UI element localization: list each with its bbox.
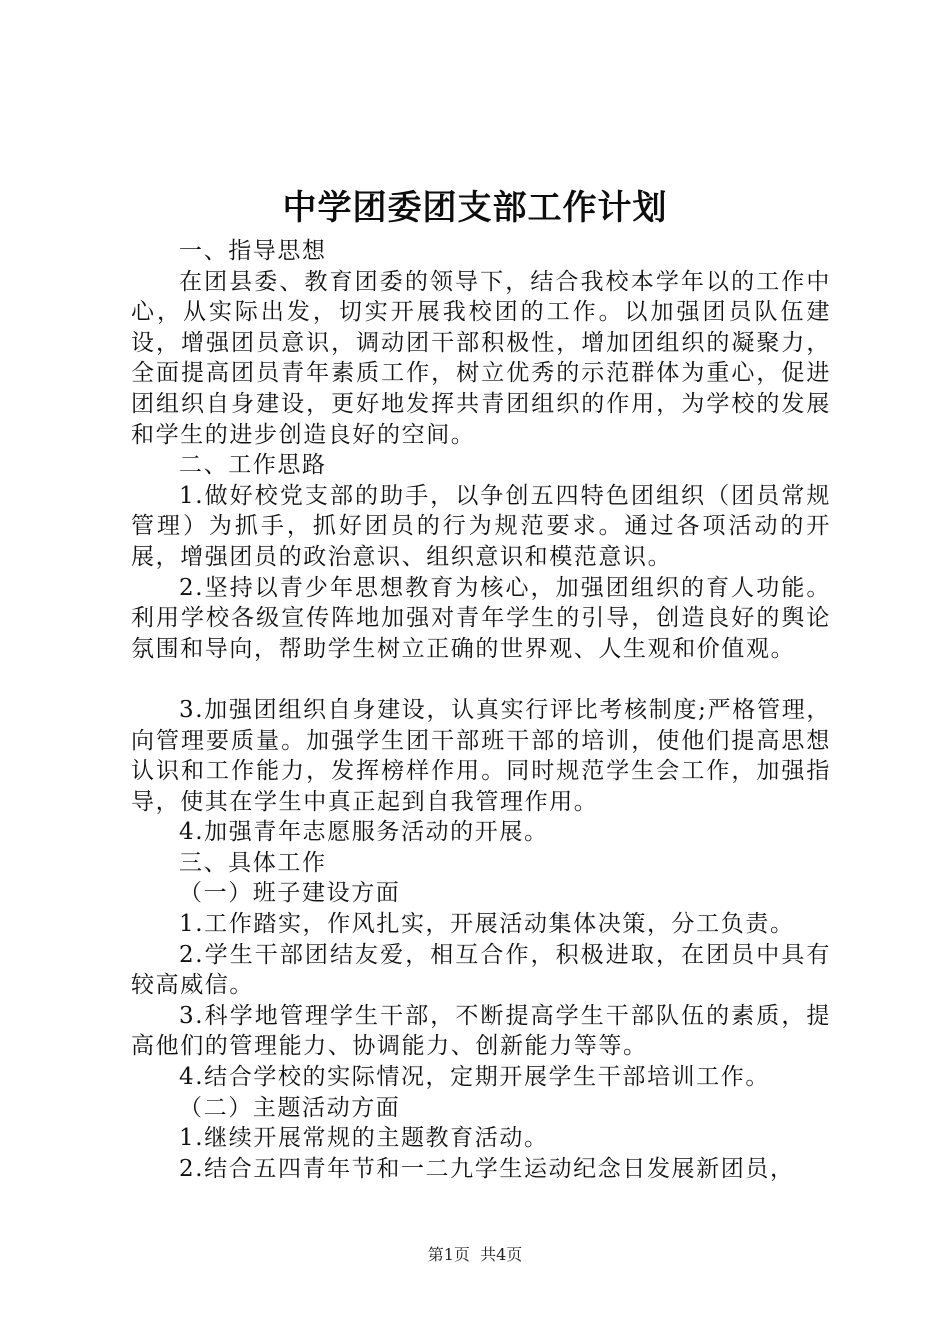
document-title: 中学团委团支部工作计划 — [282, 188, 668, 228]
heading-guiding-ideology: 一、指导思想 — [179, 238, 327, 264]
document-body — [131, 236, 831, 1184]
heading-work-approach: 二、工作思路 — [179, 452, 327, 479]
heading-specific-work: 三、具体工作 — [179, 849, 327, 876]
paragraph-team-1: 1.工作踏实，作风扎实，开展活动集体决策，分工负责。 — [179, 911, 795, 938]
page-number: 第1页 — [427, 1245, 470, 1264]
paragraph-team-3: 3.科学地管理学生干部，不断提高学生干部队伍的素质，提高他们的管理能力、协调能力、创新能力等等。 — [131, 1002, 831, 1060]
blank-line — [131, 664, 831, 695]
paragraph-team-2: 2.学生干部团结友爱，相互合作，积极进取，在团员中具有较高威信。 — [131, 941, 831, 999]
paragraph-approach-2: 2.坚持以青少年思想教育为核心，加强团组织的育人功能。利用学校各级宣传阵地加强对青年学生的引导，创造良好的舆论氛围和导向，帮助学生树立正确的世界观、人生观和价值观。 — [131, 574, 831, 662]
paragraph-team-4: 4.结合学校的实际情况，定期开展学生干部培训工作。 — [179, 1064, 770, 1091]
paragraph-activity-2: 2.结合五四青年节和一二九学生运动纪念日发展新团员， — [179, 1155, 795, 1182]
page-footer — [0, 1244, 950, 1266]
paragraph-activity-1: 1.继续开展常规的主题教育活动。 — [179, 1125, 549, 1152]
subheading-team-building: （一）班子建设方面 — [179, 880, 401, 907]
paragraph-guiding-ideology: 在团县委、教育团委的领导下，结合我校本学年以的工作中心，从实际出发，切实开展我校团的工作。以加强团员队伍建设，增强团员意识，调动团干部积极性，增加团组织的凝聚力，全面提高团员青年素质工作，树立优秀的示范群体为重心，促进团组织自身建设，更好地发挥共青团组织的作用，为学校的发展和学生的进步创造良好的空间。 — [131, 268, 831, 448]
paragraph-approach-1: 1.做好校党支部的助手，以争创五四特色团组织（团员常规管理）为抓手，抓好团员的行为规范要求。通过各项活动的开展，增强团员的政治意识、组织意识和模范意识。 — [131, 482, 831, 570]
paragraph-approach-3: 3.加强团组织自身建设，认真实行评比考核制度;严格管理，向管理要质量。加强学生团干部班干部的培训，使他们提高思想认识和工作能力，发挥榜样作用。同时规范学生会工作，加强指导，使其在学生中真正起到自我管理作用。 — [131, 696, 831, 815]
paragraph-approach-4: 4.加强青年志愿服务活动的开展。 — [179, 819, 549, 846]
page-total: 共4页 — [480, 1245, 523, 1264]
subheading-theme-activities: （二）主题活动方面 — [179, 1094, 401, 1121]
